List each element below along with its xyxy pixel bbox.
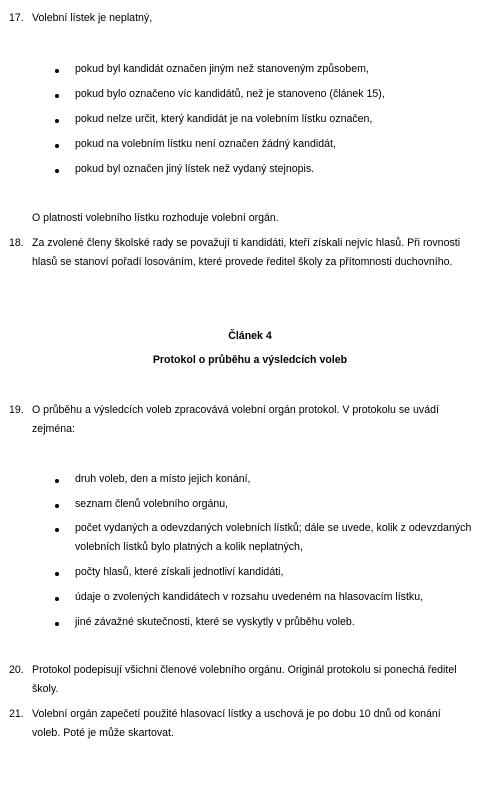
item-19-bullet-3-line-2: volebních lístků bylo platných a kolik neplatných, xyxy=(75,541,303,553)
bullet-icon xyxy=(55,119,59,123)
item-21-line-1: Volební orgán zapečetí použité hlasovací lístky a uschová je po dobu 10 dnů od konání xyxy=(32,708,441,720)
item-19-bullet-1: druh voleb, den a místo jejich konání, xyxy=(75,473,251,485)
article-title: Protokol o průběhu a výsledcích voleb xyxy=(152,354,348,366)
item-19-bullet-3-line-1: počet vydaných a odevzdaných volebních lístků; dále se uvede, kolik z odevzdaných xyxy=(75,522,472,534)
item-20-number: 20. xyxy=(9,664,24,676)
item-18-line-2: hlasů se stanoví pořadí losováním, které provede ředitel školy za přítomnosti duchovního. xyxy=(32,256,453,268)
item-17-bullet-4: pokud na volebním lístku není označen žádný kandidát, xyxy=(75,138,336,150)
item-17-number: 17. xyxy=(9,12,24,24)
item-21-line-2: voleb. Poté je může skartovat. xyxy=(32,727,174,739)
article-heading: Článek 4 xyxy=(228,330,272,342)
item-17-bullet-1: pokud byl kandidát označen jiným než stanoveným způsobem, xyxy=(75,63,369,75)
bullet-icon xyxy=(55,479,59,483)
item-19-line-2: zejména: xyxy=(32,423,75,435)
bullet-icon xyxy=(55,622,59,626)
item-18-line-1: Za zvolené členy školské rady se považují ti kandidáti, kteří získali nejvíc hlasů. Při rovnosti xyxy=(32,237,461,249)
item-17-bullet-3: pokud nelze určit, který kandidát je na volebním lístku označen, xyxy=(75,113,373,125)
bullet-icon xyxy=(55,528,59,532)
item-20-line-2: školy. xyxy=(32,683,59,695)
item-19-line-1: O průběhu a výsledcích voleb zpracovává volební orgán protokol. V protokolu se uvádí xyxy=(32,404,439,416)
item-19-bullet-2: seznam členů volebního orgánu, xyxy=(75,498,229,510)
item-17-bullet-5: pokud byl označen jiný lístek než vydaný stejnopis. xyxy=(75,163,315,175)
bullet-icon xyxy=(55,69,59,73)
item-19-bullet-5: údaje o zvolených kandidátech v rozsahu uvedeném na hlasovacím lístku, xyxy=(75,591,424,603)
item-19-bullet-6: jiné závažné skutečnosti, které se vyskytly v průběhu voleb. xyxy=(75,616,355,628)
bullet-icon xyxy=(55,572,59,576)
bullet-icon xyxy=(55,504,59,508)
item-17-text: Volební lístek je neplatný, xyxy=(32,12,153,24)
item-18-number: 18. xyxy=(9,237,24,249)
item-17-closing: O platnosti volebního lístku rozhoduje volební orgán. xyxy=(32,212,279,224)
item-17-bullet-2: pokud bylo označeno víc kandidátů, než je stanoveno (článek 15), xyxy=(75,88,385,100)
item-21-number: 21. xyxy=(9,708,24,720)
item-19-number: 19. xyxy=(9,404,24,416)
bullet-icon xyxy=(55,144,59,148)
bullet-icon xyxy=(55,597,59,601)
bullet-icon xyxy=(55,94,59,98)
item-19-bullet-4: počty hlasů, které získali jednotliví kandidáti, xyxy=(75,566,284,578)
item-20-line-1: Protokol podepisují všichni členové volebního orgánu. Originál protokolu si ponechá ředitel xyxy=(32,664,457,676)
bullet-icon xyxy=(55,169,59,173)
